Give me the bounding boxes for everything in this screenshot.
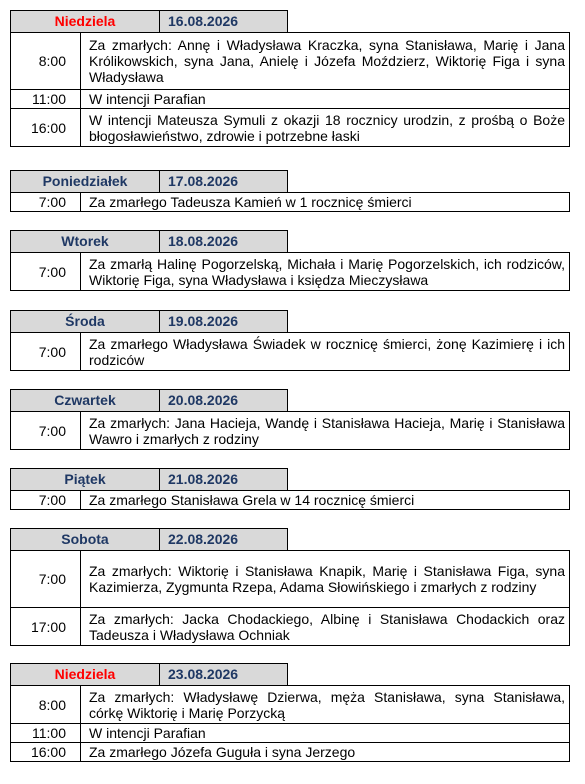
mass-table (10, 332, 570, 371)
mass-table (10, 550, 570, 646)
table-row (11, 608, 570, 646)
table-row (11, 724, 570, 743)
mass-intention: Za zmarłego Władysława Świadek w rocznicę śmierci, żonę Kazimierę i ich rodziców (81, 333, 570, 371)
mass-intention: Za zmarłych: Jacka Chodackiego, Albinę i Stanisława Chodackich oraz Tadeusza i Władysława Ochniak (81, 608, 570, 646)
mass-intention: Za zmarłą Halinę Pogorzelską, Michała i Marię Pogorzelskich, ich rodziców, Wiktorię Figa, syna Władysława i księdza Mieczysława (81, 253, 570, 291)
day-name: Niedziela (10, 10, 160, 33)
mass-time: 7:00 (11, 412, 81, 450)
mass-intention: Za zmarłego Józefa Guguła i syna Jerzego (81, 743, 570, 762)
mass-intention: Za zmarłych: Wiktorię i Stanisława Knapik, Marię i Stanisława Figa, syna Kazimierza, Zygmunta Rzepa, Adama Słowińskiego i zmarłych z rodziny (81, 551, 570, 608)
day-section (10, 389, 570, 450)
table-row (11, 333, 570, 371)
day-section (10, 230, 570, 291)
day-header (10, 468, 570, 491)
day-section (10, 663, 570, 762)
day-date: 19.08.2026 (160, 310, 288, 333)
day-date: 18.08.2026 (160, 230, 288, 253)
day-name: Piątek (10, 468, 160, 491)
mass-intention: W intencji Mateusza Symuli z okazji 18 rocznicy urodzin, z prośbą o Boże błogosławieństwo, zdrowie i potrzebne łaski (81, 109, 570, 147)
mass-time: 11:00 (11, 724, 81, 743)
table-row (11, 491, 570, 510)
day-header (10, 528, 570, 551)
day-header (10, 230, 570, 253)
day-section (10, 528, 570, 646)
mass-table (10, 490, 570, 510)
mass-table (10, 252, 570, 291)
table-row (11, 551, 570, 608)
day-section (10, 10, 570, 147)
mass-time: 8:00 (11, 33, 81, 90)
day-section (10, 170, 570, 212)
day-name: Czwartek (10, 389, 160, 412)
day-date: 22.08.2026 (160, 528, 288, 551)
mass-time: 7:00 (11, 551, 81, 608)
mass-time: 7:00 (11, 333, 81, 371)
mass-intention: Za zmarłych: Władysławę Dzierwa, męża Stanisława, syna Stanisława, córkę Wiktorię i Marię Porzycką (81, 686, 570, 724)
day-header (10, 10, 570, 33)
mass-table (10, 411, 570, 450)
mass-time: 16:00 (11, 743, 81, 762)
day-header (10, 170, 570, 193)
mass-time: 8:00 (11, 686, 81, 724)
mass-table (10, 685, 570, 762)
table-row (11, 33, 570, 90)
mass-intention: Za zmarłych: Annę i Władysława Kraczka, syna Stanisława, Marię i Jana Królikowskich, syna Jana, Anielę i Józefa Moździerz, Wiktorię Figa i syna Władysława (81, 33, 570, 90)
day-name: Środa (10, 310, 160, 333)
mass-time: 7:00 (11, 253, 81, 291)
mass-intention: W intencji Parafian (81, 724, 570, 743)
day-date: 23.08.2026 (160, 663, 288, 686)
day-section (10, 310, 570, 371)
mass-time: 11:00 (11, 90, 81, 109)
mass-intention: Za zmarłych: Jana Hacieja, Wandę i Stanisława Hacieja, Marię i Stanisława Wawro i zmarłych z rodziny (81, 412, 570, 450)
day-name: Wtorek (10, 230, 160, 253)
table-row (11, 193, 570, 212)
day-name: Sobota (10, 528, 160, 551)
day-header (10, 310, 570, 333)
day-date: 21.08.2026 (160, 468, 288, 491)
table-row (11, 253, 570, 291)
mass-intention: Za zmarłego Stanisława Grela w 14 rocznicę śmierci (81, 491, 570, 510)
mass-table (10, 192, 570, 212)
day-date: 17.08.2026 (160, 170, 288, 193)
day-date: 16.08.2026 (160, 10, 288, 33)
table-row (11, 686, 570, 724)
day-name: Poniedziałek (10, 170, 160, 193)
day-header (10, 389, 570, 412)
mass-intention: W intencji Parafian (81, 90, 570, 109)
table-row (11, 743, 570, 762)
table-row (11, 109, 570, 147)
table-row (11, 412, 570, 450)
mass-time: 7:00 (11, 193, 81, 212)
mass-time: 17:00 (11, 608, 81, 646)
day-header (10, 663, 570, 686)
mass-time: 16:00 (11, 109, 81, 147)
day-name: Niedziela (10, 663, 160, 686)
table-row (11, 90, 570, 109)
day-section (10, 468, 570, 510)
mass-table (10, 32, 570, 147)
day-date: 20.08.2026 (160, 389, 288, 412)
mass-intention: Za zmarłego Tadeusza Kamień w 1 rocznicę śmierci (81, 193, 570, 212)
mass-time: 7:00 (11, 491, 81, 510)
